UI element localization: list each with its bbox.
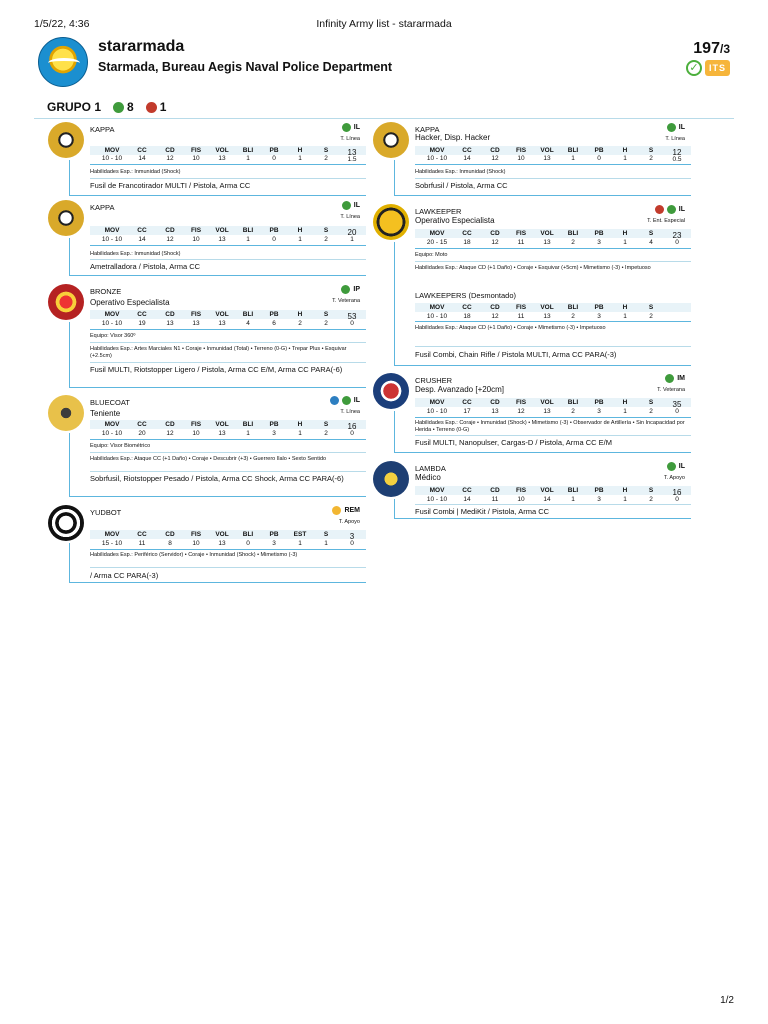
- unit-weapons: Fusil MULTI, Riotstopper Ligero / Pistola, Arma CC E/M, Arma CC PARA(-6): [90, 365, 343, 374]
- unit-tier: IL: [667, 123, 685, 132]
- unit-swc: 1: [350, 236, 354, 243]
- unit-name: KAPPA: [415, 125, 440, 134]
- army-points: [693, 40, 730, 58]
- unit-equipment: Equipo: Visor Biométrico: [90, 443, 151, 449]
- print-title: Infinity Army list - stararmada: [316, 18, 452, 30]
- unit-card-lawkeeper: [373, 204, 691, 366]
- regular-order-icon: [342, 396, 351, 405]
- stat-headers: MOV CC CD FIS VOL BLI PB EST S: [90, 530, 366, 539]
- lieutenant-order-icon: [330, 396, 339, 405]
- unit-weapons: Ametralladora / Pistola, Arma CC: [90, 262, 201, 271]
- unit-weapons: Sobrfusil, Riotstopper Pesado / Pistola, Arma CC Shock, Arma CC PARA(-6): [90, 474, 344, 483]
- unit-tier: IM: [665, 374, 685, 383]
- unit-tier: IL: [342, 123, 360, 132]
- unit-skills: Habilidades Esp.: Inmunidad (Shock): [90, 251, 181, 257]
- regular-order-icon: [665, 374, 674, 383]
- unit-type: T. Ent. Especial: [647, 218, 685, 224]
- unit-name: CRUSHER: [415, 376, 453, 385]
- stat-headers: MOV CC CD FIS VOL BLI PB H S: [415, 146, 691, 155]
- unit-skills: Habilidades Esp.: Periférico (Servidor) • Coraje • Inmunidad (Shock) • Mimetismo (-3): [90, 552, 298, 558]
- stat-values: 10 - 10 20 12 10 13 1 3 1 2 16 0: [90, 429, 366, 437]
- unit-weapons: Fusil Combi, Chain Rifle / Pistola MULTI, Arma CC PARA(-3): [415, 350, 617, 359]
- unit-cost: 16: [347, 422, 357, 431]
- unit-skills: Habilidades Esp.: Inmunidad (Shock): [415, 169, 506, 175]
- unit-weapons: Fusil de Francotirador MULTI / Pistola, Arma CC: [90, 181, 251, 190]
- unit-cost: 13: [347, 148, 357, 157]
- unit-name: BRONZE: [90, 287, 122, 296]
- unit-cost: 3: [349, 532, 355, 541]
- unit-name: BLUECOAT: [90, 398, 130, 407]
- army-faction: Starmada, Bureau Aegis Naval Police Department: [98, 60, 393, 74]
- lawkeeper-portrait-icon: [373, 204, 409, 240]
- yudbot-portrait-icon: [48, 505, 84, 541]
- unit-skills: Habilidades Esp.: Inmunidad (Shock): [90, 169, 181, 175]
- unit-name: LAWKEEPER: [415, 207, 462, 216]
- group-title: GRUPO 1: [47, 100, 102, 114]
- regular-order-icon: [667, 462, 676, 471]
- swc-value: /3: [719, 42, 730, 56]
- unit-cost: 16: [672, 488, 682, 497]
- unit-card-bluecoat: [48, 395, 366, 497]
- unit-skills: Habilidades Esp.: Ataque CD (+1 Daño) • Coraje • Esquivar (+5cm) • Mimetismo (-3) • Impetuoso: [415, 265, 651, 271]
- unit-subname: Operativo Especialista: [90, 298, 170, 307]
- kappa-portrait-icon: [48, 200, 84, 236]
- unit-name: YUDBOT: [90, 508, 122, 517]
- unit-weapons: Fusil MULTI, Nanopulser, Cargas-D / Pistola, Arma CC E/M: [415, 438, 612, 447]
- unit-subname: Hacker, Disp. Hacker: [415, 133, 491, 142]
- dismount-stat-headers: MOV CC CD FIS VOL BLI PB H S: [415, 303, 691, 312]
- bronze-portrait-icon: [48, 284, 84, 320]
- page-number: 1/2: [720, 995, 734, 1006]
- regular-order-icon: [342, 201, 351, 210]
- unit-swc: 1.5: [347, 156, 357, 163]
- validity-badges: [686, 60, 730, 76]
- unit-equipment: Equipo: Moto: [415, 252, 448, 258]
- valid-check-icon: ✓: [686, 60, 702, 76]
- unit-type: T. Veterana: [657, 387, 685, 393]
- unit-tier: IL: [655, 205, 685, 214]
- regular-order-icon: [113, 102, 124, 113]
- stat-headers: MOV CC CD FIS VOL BLI PB H S: [90, 310, 366, 319]
- unit-card-kappa-sniper: [48, 122, 366, 196]
- unit-tier: REM: [332, 506, 360, 515]
- print-header: [34, 18, 734, 30]
- kappa-portrait-icon: [48, 122, 84, 158]
- stat-headers: MOV CC CD FIS VOL BLI PB H S: [90, 146, 366, 155]
- unit-swc: 0.5: [672, 156, 682, 163]
- unit-card-kappa-hacker: [373, 122, 691, 196]
- dismount-stat-values: 10 - 10 18 12 11 13 2 3 1 2: [426, 313, 653, 320]
- unit-subname: Médico: [415, 473, 441, 482]
- dismount-title: LAWKEEPERS (Desmontado): [415, 291, 517, 300]
- unit-card-lambda: [373, 461, 691, 519]
- regular-order-icon: [342, 123, 351, 132]
- unit-weapons: Fusil Combi | MediKit / Pistola, Arma CC: [415, 507, 550, 516]
- stat-headers: MOV CC CD FIS VOL BLI PB H S: [415, 229, 691, 238]
- unit-swc: 0: [675, 408, 679, 415]
- stat-values: 15 - 10 11 8 10 13 0 3 1 1 3 0: [90, 539, 366, 547]
- dismount-skills: Habilidades Esp.: Ataque CD (+1 Daño) • Coraje • Mimetismo (-3) • Impetuoso: [415, 325, 606, 331]
- stat-values: 10 - 10 14 12 10 13 1 0 1 2 20 1: [90, 235, 366, 243]
- unit-card-kappa-hmg: [48, 200, 366, 276]
- unit-tier: IP: [341, 285, 360, 294]
- unit-tier: IL: [330, 396, 360, 405]
- unit-cost: 53: [347, 312, 357, 321]
- unit-card-yudbot: [48, 505, 366, 583]
- unit-type: T. Apoyo: [338, 519, 360, 525]
- army-name: stararmada: [98, 38, 185, 55]
- kappa-portrait-icon: [373, 122, 409, 158]
- stat-values: 10 - 10 14 12 10 13 1 0 1 2 13 1.5: [90, 154, 366, 162]
- print-date: 1/5/22, 4:36: [34, 18, 90, 30]
- unit-card-bronze: [48, 284, 366, 388]
- unit-swc: 0: [675, 496, 679, 503]
- unit-name: KAPPA: [90, 203, 115, 212]
- unit-type: T. Línea: [340, 214, 360, 220]
- unit-swc: 0: [350, 540, 354, 547]
- regular-order-icon: [667, 123, 676, 132]
- unit-weapons: Sobrfusil / Pistola, Arma CC: [415, 181, 508, 190]
- group-divider: [34, 118, 734, 119]
- lambda-portrait-icon: [373, 461, 409, 497]
- irregular-order-count: 1: [159, 100, 167, 114]
- regular-order-icon: [667, 205, 676, 214]
- regular-order-icon: [341, 285, 350, 294]
- unit-equipment: Equipo: Visor 360º: [90, 333, 136, 339]
- unit-type: T. Línea: [340, 136, 360, 142]
- unit-tier: IL: [667, 462, 685, 471]
- remote-order-icon: [332, 506, 341, 515]
- stat-values: 10 - 10 17 13 12 13 2 3 1 2 35 0: [415, 407, 691, 415]
- unit-subname: Teniente: [90, 409, 121, 418]
- unit-subname: Desp. Avanzado [+20cm]: [415, 385, 505, 394]
- unit-type: T. Apoyo: [663, 475, 685, 481]
- irregular-order-icon: [146, 102, 157, 113]
- unit-type: T. Línea: [340, 409, 360, 415]
- starmada-logo-icon: [38, 37, 88, 87]
- unit-skills: Habilidades Esp.: Coraje • Inmunidad (Shock) • Mimetismo (-3) • Observador de Artillería • Sin Incapacidad por Herida • Terreno (0-G): [415, 420, 685, 433]
- unit-weapons: / Arma CC PARA(-3): [90, 571, 159, 580]
- unit-tier: IL: [342, 201, 360, 210]
- unit-name: LAMBDA: [415, 464, 446, 473]
- unit-swc: 0: [350, 320, 354, 327]
- stat-values: 10 - 10 19 13 13 13 4 6 2 2 53 0: [90, 319, 366, 327]
- stat-values: 10 - 10 14 11 10 14 1 3 1 2 16 0: [415, 495, 691, 503]
- unit-cost: 12: [672, 148, 682, 157]
- unit-name: KAPPA: [90, 125, 115, 134]
- stat-headers: MOV CC CD FIS VOL BLI PB H S: [415, 398, 691, 407]
- unit-cost: 23: [672, 231, 682, 240]
- stat-headers: MOV CC CD FIS VOL BLI PB H S: [415, 486, 691, 495]
- its-badge: ITS: [705, 60, 730, 76]
- unit-cost: 35: [672, 400, 682, 409]
- stat-values: 10 - 10 14 12 10 13 1 0 1 2 12 0.5: [415, 154, 691, 162]
- unit-skills: Habilidades Esp.: Ataque CC (+1 Daño) • Coraje • Descubrir (+3) • Guerrero Ilalo • Sexto Sentido: [90, 456, 327, 462]
- bluecoat-portrait-icon: [48, 395, 84, 431]
- army-header: [34, 34, 734, 84]
- stat-values: 20 - 15 18 12 11 13 2 3 1 4 23 0: [415, 238, 691, 246]
- unit-swc: 0: [675, 239, 679, 246]
- points-value: 197: [693, 40, 720, 57]
- unit-card-crusher: [373, 373, 691, 453]
- unit-swc: 0: [350, 430, 354, 437]
- crusher-portrait-icon: [373, 373, 409, 409]
- regular-order-count: 8: [127, 100, 134, 114]
- group-header: [47, 99, 166, 115]
- stat-headers: MOV CC CD FIS VOL BLI PB H S: [90, 226, 366, 235]
- stat-headers: MOV CC CD FIS VOL BLI PB H S: [90, 420, 366, 429]
- unit-type: T. Veterana: [332, 298, 360, 304]
- unit-type: T. Línea: [665, 136, 685, 142]
- unit-skills: Habilidades Esp.: Artes Marciales N1 • Coraje • Inmunidad (Total) • Terreno (0-G) • Trepar Plus • Esquivar (+2.5cm): [90, 346, 347, 359]
- unit-subname: Operativo Especialista: [415, 216, 495, 225]
- unit-cost: 20: [347, 228, 357, 237]
- impetuous-order-icon: [655, 205, 664, 214]
